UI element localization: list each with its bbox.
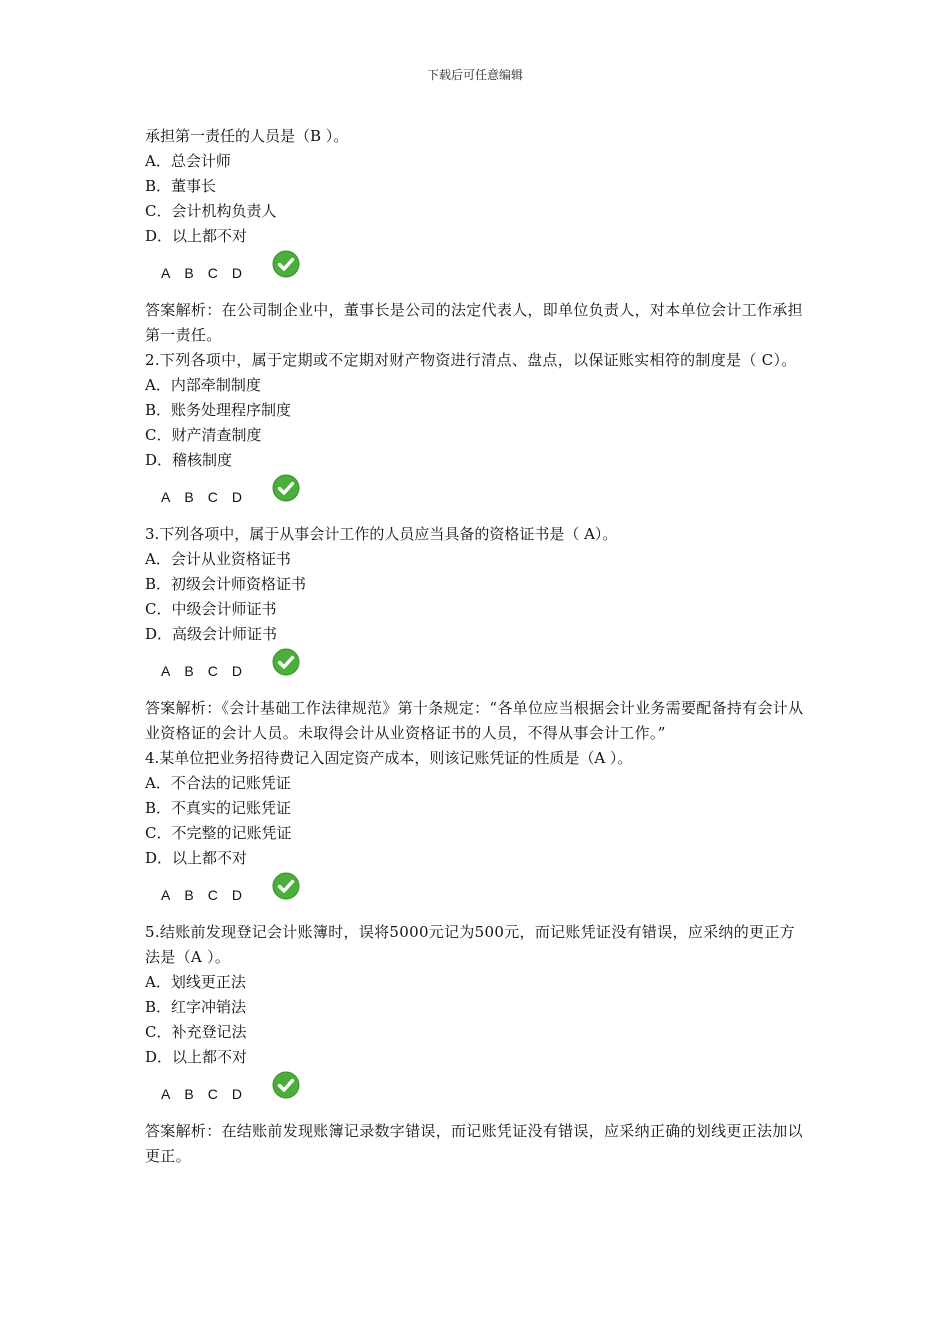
option-c: C．补充登记法 [145, 1023, 247, 1041]
question-stem: 2.下列各项中，属于定期或不定期对财产物资进行清点、盘点，以保证账实相符的制度是（ C）。 [145, 351, 797, 369]
question-3 [145, 522, 809, 746]
option-a: A．会计从业资格证书 [145, 550, 291, 568]
question-stem: 5.结账前发现登记会计账簿时，误将5000元记为500元，而记账凭证没有错误，应采纳的更正方法是（A ）。 [145, 923, 795, 966]
option-a: A．总会计师 [145, 152, 231, 170]
question-2 [145, 348, 809, 522]
option-b: B．红字冲销法 [145, 998, 247, 1016]
option-d: D．以上都不对 [145, 1048, 248, 1066]
question-stem: 承担第一责任的人员是（B ）。 [145, 127, 349, 145]
choice-b[interactable]: B [184, 265, 194, 281]
option-a: A．不合法的记账凭证 [145, 774, 291, 792]
option-b: B．初级会计师资格证书 [145, 575, 307, 593]
option-a: A．内部牵制制度 [145, 376, 261, 394]
answer-choice-row [145, 1070, 809, 1108]
choice-b[interactable]: B [184, 1086, 194, 1102]
choice-c[interactable]: C [207, 887, 218, 903]
choice-d[interactable]: D [231, 489, 242, 505]
option-c: C．不完整的记账凭证 [145, 824, 292, 842]
answer-choice-row [145, 871, 809, 909]
question-stem: 4.某单位把业务招待费记入固定资产成本，则该记账凭证的性质是（A ）。 [145, 749, 633, 767]
option-c: C．会计机构负责人 [145, 202, 277, 220]
answer-choice-row [145, 647, 809, 685]
choice-c[interactable]: C [207, 663, 218, 679]
choice-c[interactable]: C [207, 489, 218, 505]
choice-c[interactable]: C [207, 265, 218, 281]
choice-b[interactable]: B [184, 489, 194, 505]
answer-explanation: 答案解析：在结账前发现账簿记录数字错误，而记账凭证没有错误，应采纳正确的划线更正法加以更正。 [145, 1122, 803, 1165]
option-b: B．不真实的记账凭证 [145, 799, 292, 817]
choice-d[interactable]: D [231, 663, 242, 679]
option-d: D．稽核制度 [145, 451, 233, 469]
choice-a[interactable]: A [161, 265, 171, 281]
choice-b[interactable]: B [184, 887, 194, 903]
check-circle-icon [272, 648, 300, 676]
option-b: B．账务处理程序制度 [145, 401, 292, 419]
choice-b[interactable]: B [184, 663, 194, 679]
question-stem: 3.下列各项中，属于从事会计工作的人员应当具备的资格证书是（ A）。 [145, 525, 618, 543]
choice-d[interactable]: D [231, 887, 242, 903]
answer-choice-row [145, 249, 809, 287]
choice-c[interactable]: C [207, 1086, 218, 1102]
answer-choice-row [145, 473, 809, 511]
check-circle-icon [272, 474, 300, 502]
option-c: C．财产清查制度 [145, 426, 262, 444]
page-header: 下载后可任意编辑 [426, 68, 523, 82]
choice-a[interactable]: A [161, 489, 171, 505]
option-d: D．以上都不对 [145, 849, 248, 867]
answer-explanation: 答案解析：在公司制企业中，董事长是公司的法定代表人，即单位负责人，对本单位会计工作承担第一责任。 [145, 301, 803, 344]
choice-d[interactable]: D [231, 265, 242, 281]
option-a: A．划线更正法 [145, 973, 246, 991]
check-circle-icon [272, 872, 300, 900]
check-circle-icon [272, 250, 300, 278]
option-d: D．以上都不对 [145, 227, 248, 245]
choice-a[interactable]: A [161, 887, 171, 903]
question-4 [145, 746, 809, 920]
question-1 [145, 124, 809, 348]
document-body [145, 124, 809, 1169]
option-b: B．董事长 [145, 177, 217, 195]
choice-a[interactable]: A [161, 663, 171, 679]
choice-d[interactable]: D [231, 1086, 242, 1102]
choice-a[interactable]: A [161, 1086, 171, 1102]
check-circle-icon [272, 1071, 300, 1099]
option-d: D．高级会计师证书 [145, 625, 278, 643]
answer-explanation: 答案解析：《会计基础工作法律规范》第十条规定：“各单位应当根据会计业务需要配备持有会计从业资格证的会计人员。未取得会计从业资格证书的人员，不得从事会计工作。” [145, 699, 804, 742]
question-5 [145, 920, 809, 1169]
option-c: C．中级会计师证书 [145, 600, 277, 618]
